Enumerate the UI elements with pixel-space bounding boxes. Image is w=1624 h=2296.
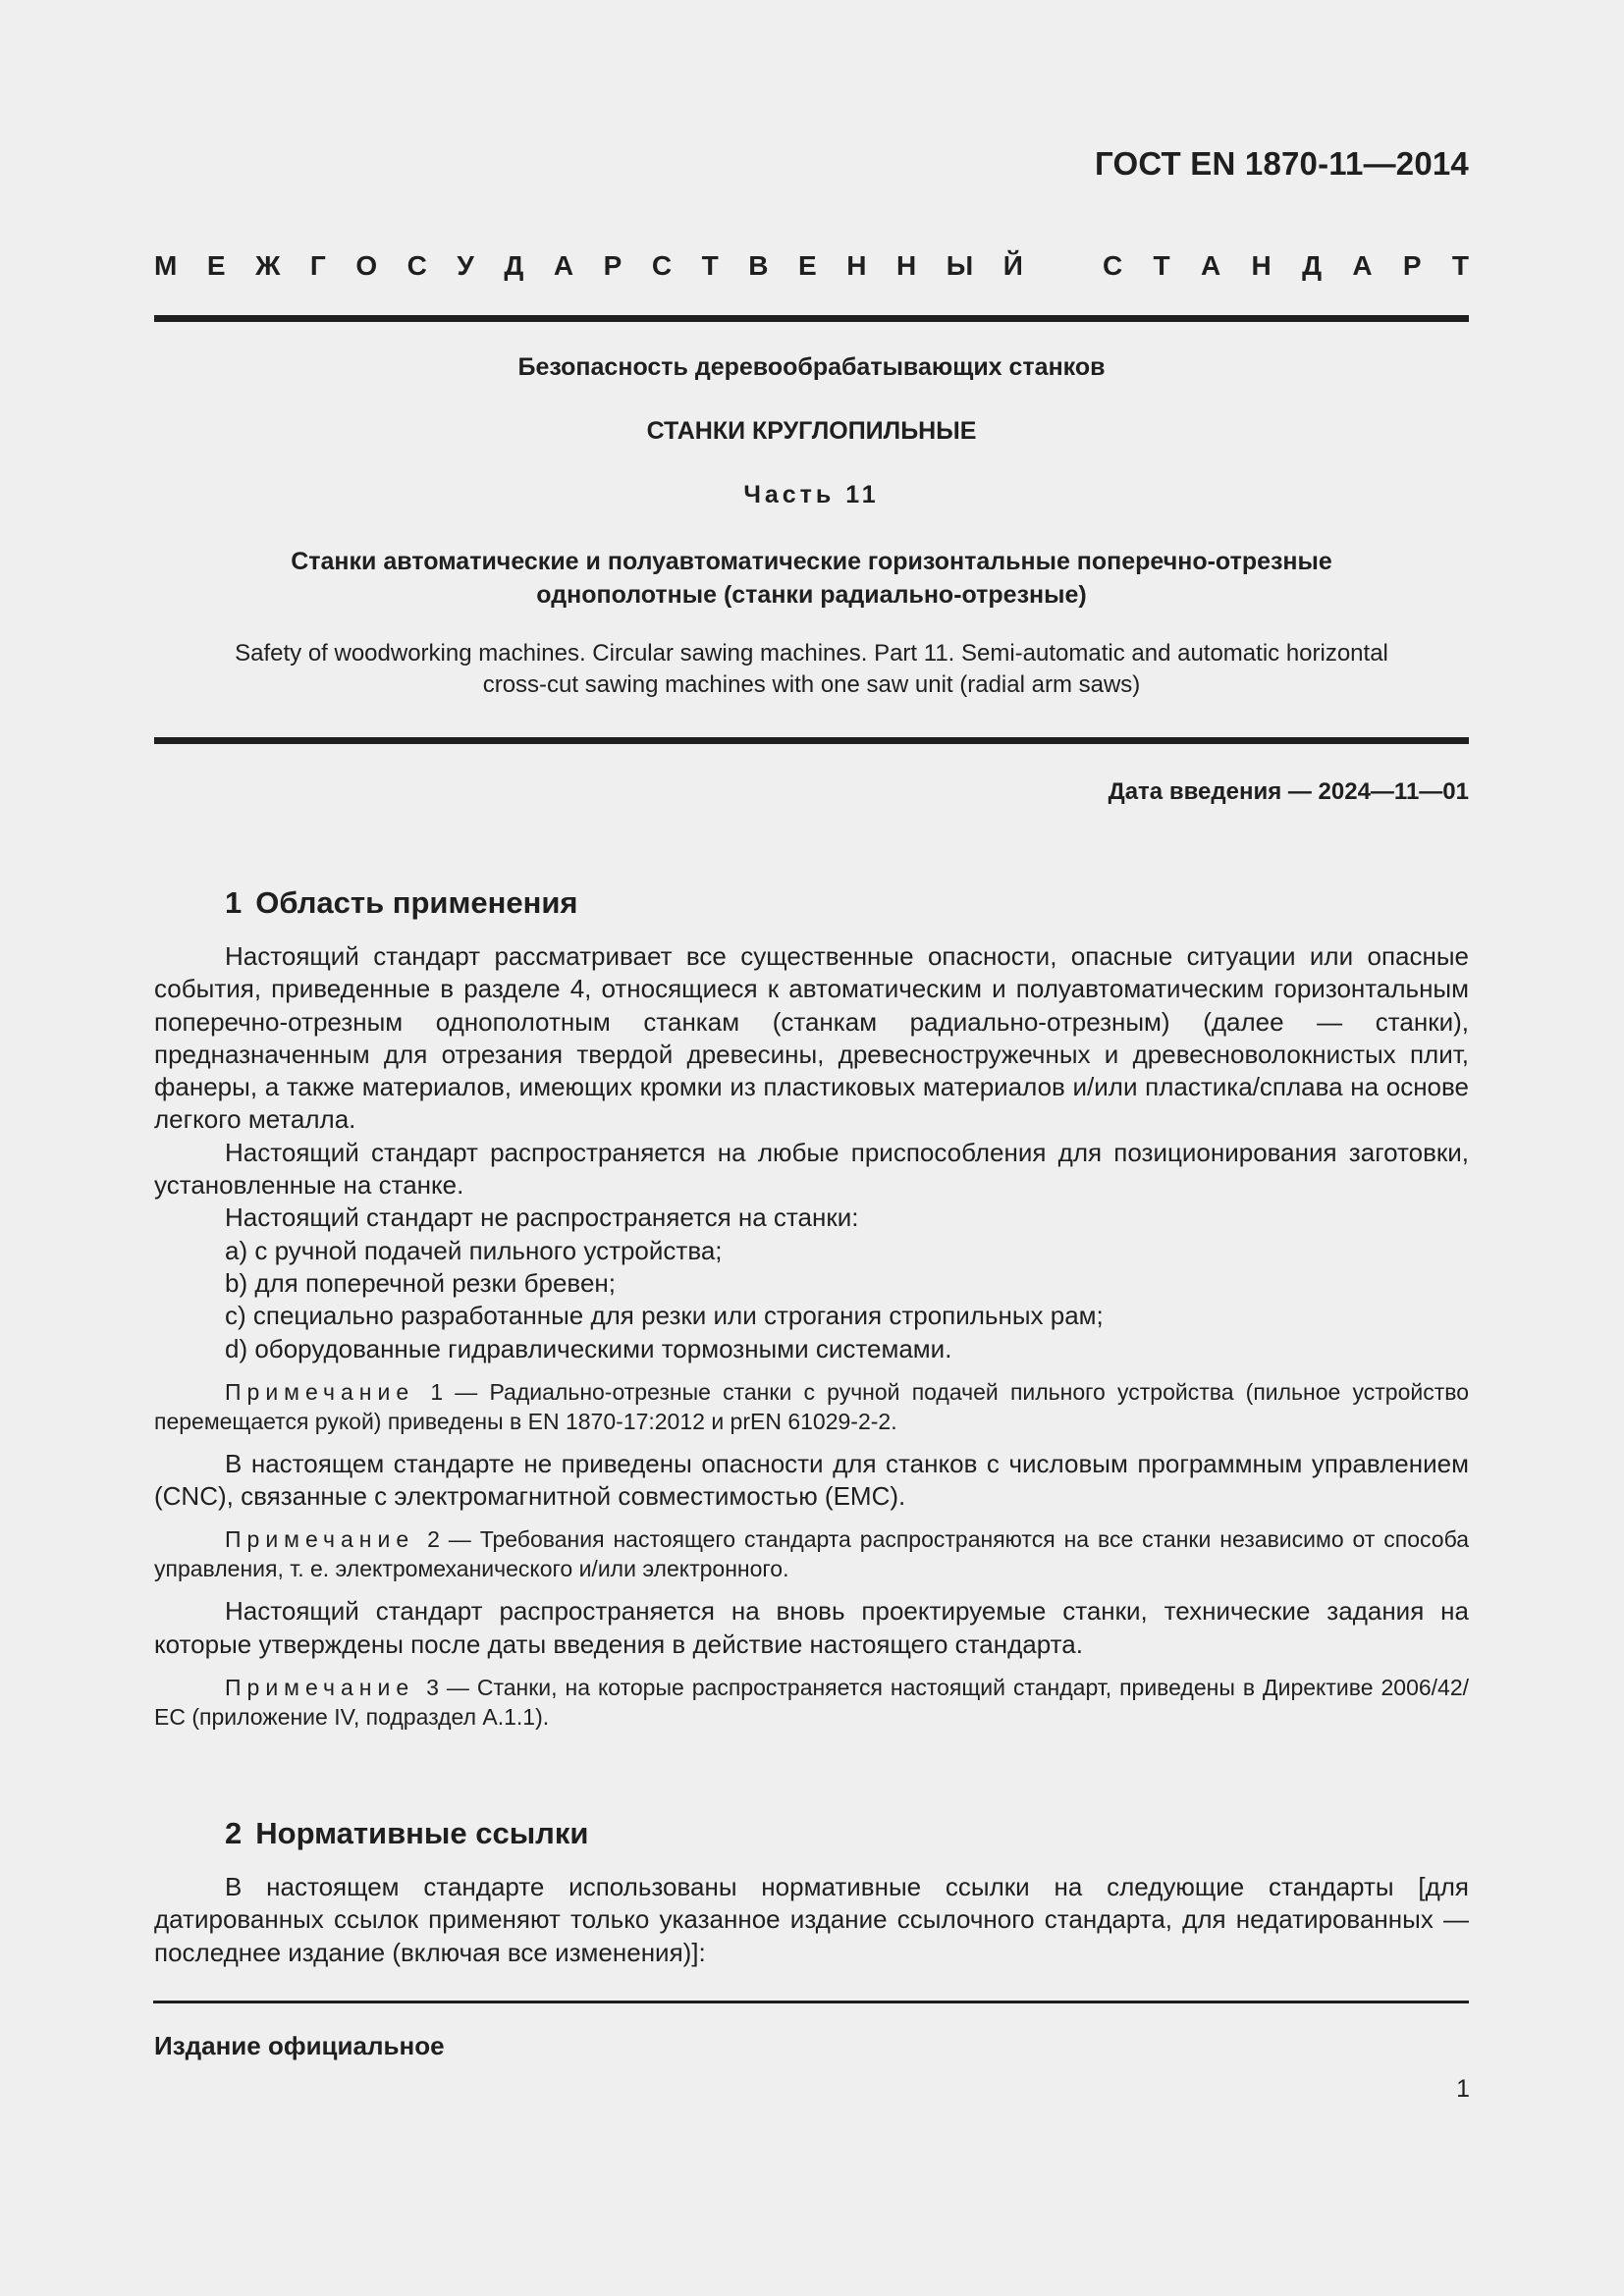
section-2-heading	[154, 1816, 1469, 1851]
note-label: Примечание	[225, 1675, 415, 1701]
note-2	[154, 1524, 1469, 1583]
section-1-paragraph: Настоящий стандарт не распространяется на станки:	[225, 1202, 859, 1233]
heading-letter: Д	[504, 250, 524, 281]
heading-letter: Т	[1153, 250, 1170, 281]
effective-date: Дата введения — 2024—11—01	[1108, 778, 1469, 805]
note-1	[154, 1377, 1469, 1436]
heading-letter: Ы	[946, 250, 974, 281]
title-main: СТАНКИ КРУГЛОПИЛЬНЫЕ	[646, 417, 977, 445]
title-english: Safety of woodworking machines. Circular sawing machines. Part 11. Semi-automatic and automatic horizontal cross-cut sawing machines with one saw unit (radial arm saws)	[235, 640, 1388, 698]
section-1-paragraph: В настоящем стандарте не приведены опасности для станков с числовым программным управлением (CNC), связанные с электромагнитной совместимостью (EMC).	[154, 1448, 1469, 1512]
section-1-heading	[154, 885, 1469, 921]
section-1-paragraph: Настоящий стандарт распространяется на вновь проектируемые станки, технические задания на которые утверждены после даты введения в действие настоящего стандарта.	[154, 1596, 1469, 1659]
heading-letter: Т	[1451, 250, 1469, 281]
heading-letter: Н	[846, 250, 867, 281]
heading-letter: Д	[1302, 250, 1323, 281]
heading-letter: С	[406, 250, 427, 281]
heading-letter: Г	[309, 250, 326, 281]
note-text: 2 — Требования настоящего стандарта распространяются на все станки независимо от способа управления, т. е. электромеханического и/или электронного.	[154, 1526, 1470, 1582]
heading-letter: М	[154, 250, 178, 281]
standard-designation: ГОСТ EN 1870-11—2014	[1095, 145, 1469, 182]
heading-letter: Т	[701, 250, 719, 281]
top-rule	[154, 315, 1469, 322]
title-subtitle: Станки автоматические и полуавтоматические горизонтальные поперечно-отрезные однополотные (станки радиально-отрезные)	[291, 548, 1332, 609]
section-2	[154, 1816, 1469, 1969]
heading-letter: А	[1352, 250, 1373, 281]
standard-type-letters	[154, 250, 1469, 282]
note-3	[154, 1673, 1469, 1732]
heading-letter: У	[457, 250, 474, 281]
note-text: 3 — Станки, на которые распространяется настоящий стандарт, приведены в Директиве 2006/42/ЕС (приложение IV, подраздел А.1.1).	[154, 1675, 1470, 1731]
note-label: Примечание	[225, 1378, 415, 1405]
heading-letter: Р	[603, 250, 623, 281]
note-text: 1 — Радиально-отрезные станки с ручной подачей пильного устройства (пильное устройство перемещается рукой) приведены в EN 1870-17:2012 и prEN 61029-2-2.	[154, 1378, 1469, 1434]
heading-letter: Н	[895, 250, 917, 281]
heading-letter: С	[651, 250, 673, 281]
note-label: Примечание	[225, 1526, 415, 1553]
section-2-title: Нормативные ссылки	[255, 1816, 589, 1850]
page-number: 1	[1456, 2075, 1470, 2103]
section-1	[154, 885, 1469, 1732]
standard-type-word	[154, 250, 1023, 282]
list-item: c) специально разработанные для резки или строгания стропильных рам;	[225, 1301, 1104, 1331]
heading-letter: Ж	[255, 250, 281, 281]
heading-letter: Е	[206, 250, 226, 281]
title-group: Безопасность деревообрабатывающих станков	[517, 353, 1106, 381]
heading-letter: Н	[1251, 250, 1272, 281]
list-item: b) для поперечной резки бревен;	[225, 1267, 616, 1298]
section-1-title: Область применения	[255, 885, 578, 920]
heading-letter: В	[748, 250, 769, 281]
heading-letter: О	[355, 250, 378, 281]
section-1-number: 1	[225, 885, 243, 920]
heading-letter: Е	[798, 250, 817, 281]
section-1-paragraph: Настоящий стандарт распространяется на любые приспособления для позиционирования заготовки, установленные на станке.	[154, 1137, 1469, 1201]
section-1-paragraph: Настоящий стандарт рассматривает все существенные опасности, опасные ситуации или опасные события, приведенные в разделе 4, относящиеся к автоматическим и полуавтоматическим горизонтальным поперечно-отрезным однополотным станкам (станкам радиально-отрезным) (далее — станки), предназначенным для отрезания твердой древесины, древесностружечных и древесноволокнистых плит, фанеры, а также материалов, имеющих кромки из пластиковых материалов и/или пластика/сплава на основе легкого металла.	[154, 941, 1469, 1135]
footer-rule	[153, 2001, 1469, 2003]
list-item: a) с ручной подачей пильного устройства;	[225, 1235, 723, 1265]
list-item: d) оборудованные гидравлическими тормозными системами.	[225, 1333, 952, 1363]
section-2-paragraph: В настоящем стандарте использованы нормативные ссылки на следующие стандарты [для датированных ссылок применяют только указанное издание ссылочного стандарта, для недатированных — последнее издание (включая все изменения)]:	[154, 1872, 1469, 1967]
heading-letter: Р	[1402, 250, 1422, 281]
heading-letter: Й	[1002, 250, 1023, 281]
heading-letter: А	[1200, 250, 1221, 281]
standard-type-word	[1103, 250, 1469, 282]
section-2-number: 2	[225, 1816, 243, 1850]
heading-letter: С	[1103, 250, 1123, 281]
standard-type-heading	[154, 250, 1469, 282]
title-part: Часть 11	[743, 481, 880, 508]
official-edition-label: Издание официальное	[154, 2031, 445, 2060]
title-bottom-rule	[154, 737, 1469, 744]
heading-letter: А	[553, 250, 574, 281]
